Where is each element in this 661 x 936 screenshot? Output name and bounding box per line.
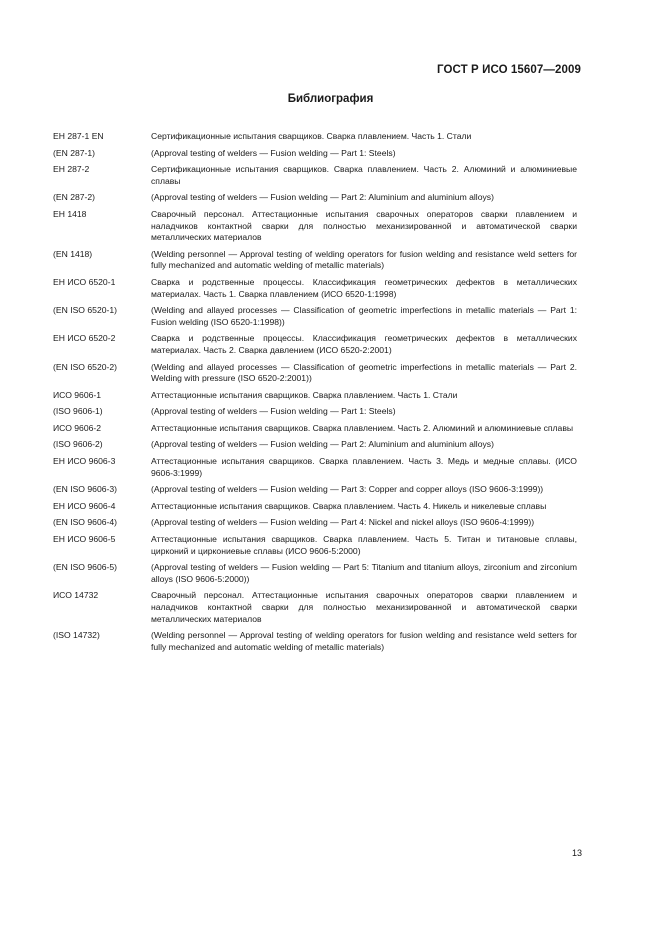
bibliography-entry bbox=[53, 484, 577, 496]
entry-text: (Welding personnel — Approval testing of welding operators for fusion welding and resistance weld setters for fully mechanized and automatic welding of metallic materials) bbox=[151, 248, 577, 271]
page-number: 13 bbox=[571, 848, 582, 858]
entry-text: (Approval testing of welders — Fusion welding — Part 4: Nickel and nickel alloys (ISO 9606-4:1999)) bbox=[151, 517, 535, 528]
entry-code: ЕН 287-2 bbox=[53, 164, 90, 175]
entry-code: (EN 287-1) bbox=[53, 147, 96, 158]
entry-code: ЕН 1418 bbox=[53, 208, 87, 219]
entry-code: ИСО 14732 bbox=[53, 590, 99, 601]
entry-code: ЕН ИСО 6520-2 bbox=[53, 333, 116, 344]
entry-code: (ISO 9606-2) bbox=[53, 439, 103, 450]
entry-text: (Approval testing of welders — Fusion welding — Part 2: Aluminium and aluminium alloys) bbox=[151, 439, 494, 450]
entry-text: (Approval testing of welders — Fusion welding — Part 2: Aluminium and aluminium alloys) bbox=[151, 192, 494, 203]
bibliography-entry bbox=[53, 456, 577, 479]
entry-text: Аттестационные испытания сварщиков. Сварка плавлением. Часть 1. Стали bbox=[151, 389, 458, 400]
entry-code: (EN ISO 6520-2) bbox=[53, 361, 117, 372]
bibliography-entry bbox=[53, 333, 577, 356]
entry-text: (Approval testing of welders — Fusion welding — Part 1: Steels) bbox=[151, 147, 396, 158]
bibliography-entry bbox=[53, 534, 577, 557]
bibliography-entry bbox=[53, 192, 577, 204]
entry-text: Аттестационные испытания сварщиков. Сварка плавлением. Часть 2. Алюминий и алюминиевые сплавы bbox=[151, 422, 574, 433]
entry-text: Аттестационные испытания сварщиков. Сварка плавлением. Часть 4. Никель и никелевые сплавы bbox=[151, 500, 547, 511]
bibliography-entry bbox=[53, 305, 577, 328]
entry-code: (EN 1418) bbox=[53, 248, 93, 259]
bibliography-entry bbox=[53, 277, 577, 300]
entry-code: ЕН ИСО 6520-1 bbox=[53, 276, 116, 287]
bibliography-entry bbox=[53, 630, 577, 653]
entry-code: ИСО 9606-2 bbox=[53, 422, 102, 433]
bibliography-entry bbox=[53, 362, 577, 385]
bibliography-entry bbox=[53, 131, 577, 143]
entry-text: Сертификационные испытания сварщиков. Сварка плавлением. Часть 2. Алюминий и алюминиевые сплавы bbox=[151, 164, 577, 186]
entry-code: ИСО 9606-1 bbox=[53, 389, 102, 400]
entry-code: (EN ISO 9606-5) bbox=[53, 562, 117, 573]
entry-code: (EN 287-2) bbox=[53, 192, 96, 203]
bibliography-list bbox=[53, 131, 577, 658]
bibliography-entry bbox=[53, 390, 577, 402]
bibliography-entry bbox=[53, 164, 577, 187]
bibliography-entry bbox=[53, 501, 577, 513]
entry-code: (EN ISO 6520-1) bbox=[53, 305, 117, 316]
bibliography-entry bbox=[53, 406, 577, 418]
entry-code: (ISO 14732) bbox=[53, 630, 100, 641]
entry-text: Сварка и родственные процессы. Классификация геометрических дефектов в металлических материалах. Часть 2. Сварка давлением (ИСО 6520-2:2001) bbox=[151, 333, 577, 355]
entry-text: (Welding and allayed processes — Classification of geometric imperfections in metallic materials — Part 1: Fusion welding (ISO 6520-1:1998)) bbox=[151, 305, 577, 327]
page-title: Библиография bbox=[287, 93, 374, 105]
entry-code: (ISO 9606-1) bbox=[53, 406, 103, 417]
bibliography-entry bbox=[53, 562, 577, 585]
entry-text: Сварка и родственные процессы. Классификация геометрических дефектов в металлических материалах. Часть 1. Сварка плавлением (ИСО 6520-1:1998) bbox=[151, 276, 577, 299]
entry-code: ЕН ИСО 9606-4 bbox=[53, 500, 116, 511]
entry-code: ЕН ИСО 9606-5 bbox=[53, 534, 116, 545]
entry-text: Аттестационные испытания сварщиков. Сварка плавлением. Часть 3. Медь и медные сплавы. (ИСО 9606-3:1999) bbox=[151, 456, 577, 478]
entry-code: (EN ISO 9606-4) bbox=[53, 517, 117, 528]
entry-text: Сертификационные испытания сварщиков. Сварка плавлением. Часть 1. Стали bbox=[151, 131, 472, 141]
entry-text: (Welding personnel — Approval testing of welding operators for fusion welding and resistance weld setters for fully mechanized and automatic welding of metallic materials) bbox=[151, 630, 577, 652]
bibliography-entry bbox=[53, 439, 577, 451]
bibliography-entry bbox=[53, 423, 577, 435]
entry-text: Сварочный персонал. Аттестационные испытания сварочных операторов сварки плавлением и наладчиков контактной сварки для полностью механизированной и автоматической сварки металлических материалов bbox=[151, 590, 577, 624]
entry-text: (Approval testing of welders — Fusion welding — Part 5: Titanium and titanium alloys, zirconium and zirconium alloys (ISO 9606-5:2000)) bbox=[151, 562, 577, 584]
entry-code: (EN ISO 9606-3) bbox=[53, 484, 117, 495]
entry-text: Аттестационные испытания сварщиков. Сварка плавлением. Часть 5. Титан и титановые сплавы, цирконий и циркониевые сплавы (ИСО 9606-5:2000) bbox=[151, 534, 577, 556]
bibliography-entry bbox=[53, 590, 577, 625]
entry-text: (Approval testing of welders — Fusion welding — Part 1: Steels) bbox=[151, 406, 396, 417]
bibliography-entry bbox=[53, 249, 577, 272]
bibliography-entry bbox=[53, 148, 577, 160]
standard-designation: ГОСТ Р ИСО 15607—2009 bbox=[436, 64, 581, 76]
bibliography-entry bbox=[53, 517, 577, 529]
entry-text: (Welding and allayed processes — Classification of geometric imperfections in metallic materials — Part 2. Welding with pressure (ISO 6520-2:2001)) bbox=[151, 361, 577, 384]
entry-code: ЕН 287-1 EN bbox=[53, 131, 104, 141]
entry-text: (Approval testing of welders — Fusion welding — Part 3: Copper and copper alloys (ISO 9606-3:1999)) bbox=[151, 484, 544, 495]
bibliography-entry bbox=[53, 209, 577, 244]
entry-code: ЕН ИСО 9606-3 bbox=[53, 456, 116, 467]
entry-text: Сварочный персонал. Аттестационные испытания сварочных операторов сварки плавлением и наладчиков контактной сварки для полностью механизированной и автоматической сварки металлических материалов bbox=[151, 208, 577, 243]
